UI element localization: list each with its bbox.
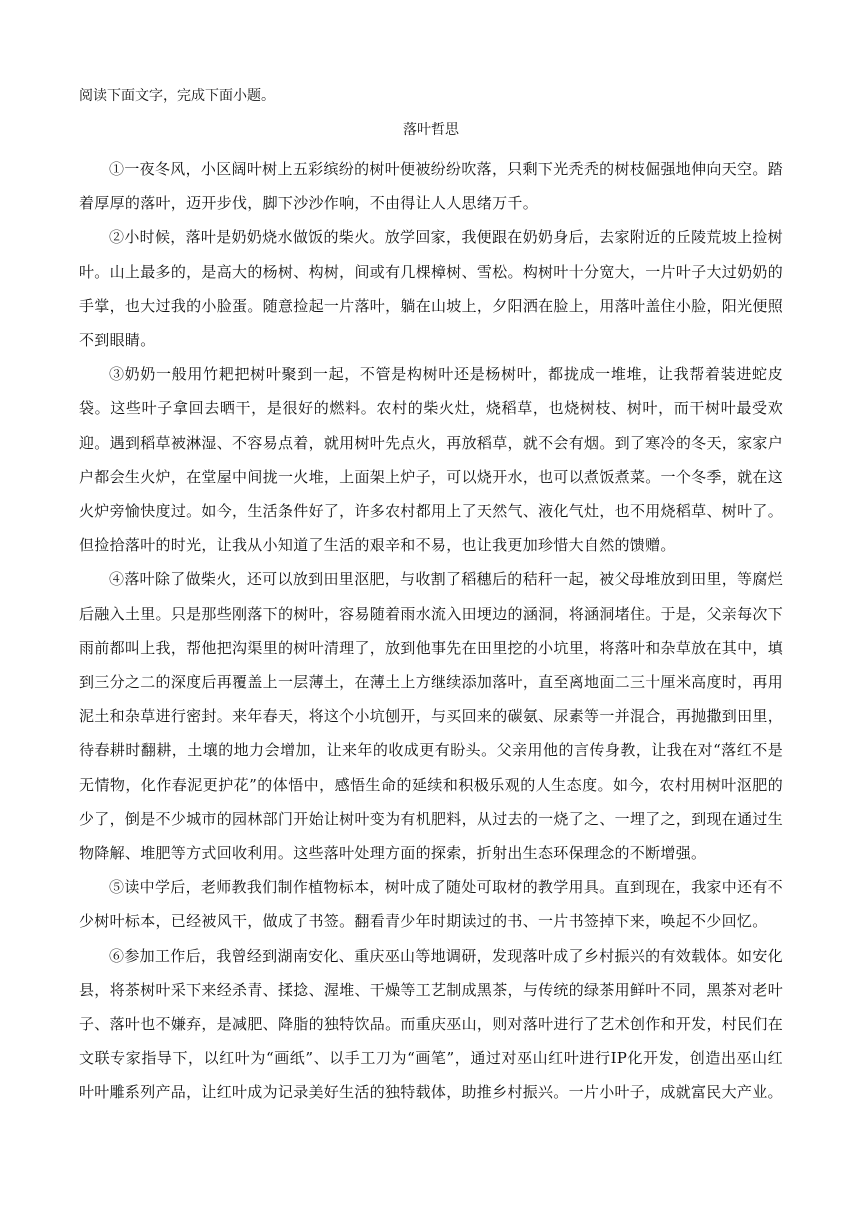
paragraph-4: ④落叶除了做柴火，还可以放到田里沤肥，与收割了稻穗后的秸秆一起，被父母堆放到田里，等腐烂后融入土里。只是那些刚落下的树叶，容易随着雨水流入田埂边的涵洞，将涵洞堵住。于是，父亲每次下雨前都叫上我，帮他把沟渠里的树叶清理了，放到他事先在田里挖的小坑里，将落叶和杂草放在其中，填到三分之二的深度后再覆盖上一层薄土，在薄土上方继续添加落叶，直至离地面二三十厘米高度时，再用泥土和杂草进行密封。来年春天，将这个小坑刨开，与买回来的碳氨、尿素等一并混合，再抛撒到田里，待春耕时翻耕，土壤的地力会增加，让来年的收成更有盼头。父亲用他的言传身教，让我在对“落红不是无情物，化作春泥更护花”的体悟中，感悟生命的延续和积极乐观的人生态度。如今，农村用树叶沤肥的少了，倒是不少城市的园林部门开始让树叶变为有机肥料，从过去的一烧了之、一埋了之，到现在通过生物降解、堆肥等方式回收利用。这些落叶处理方面的探索，折射出生态环保理念的不断增强。 [79,570,783,863]
article-title: 落叶哲思 [403,122,459,138]
paragraph-2: ②小时候，落叶是奶奶烧水做饭的柴火。放学回家，我便跟在奶奶身后，去家附近的丘陵荒坡上捡树叶。山上最多的，是高大的杨树、构树，间或有几棵樟树、雪松。构树叶十分宽大，一片叶子大过奶奶的手掌，也大过我的小脸蛋。随意捡起一片落叶，躺在山坡上，夕阳洒在脸上，用落叶盖住小脸，阳光便照不到眼睛。 [79,228,783,350]
paragraph-1: ①一夜冬风，小区阔叶树上五彩缤纷的树叶便被纷纷吹落，只剩下光秃秃的树枝倔强地伸向天空。踏着厚厚的落叶，迈开步伐，脚下沙沙作响，不由得让人人思绪万千。 [79,160,783,213]
document-page [79,86,783,1110]
paragraph-5: ⑤读中学后，老师教我们制作植物标本，树叶成了随处可取材的教学用具。直到现在，我家中还有不少树叶标本，已经被风干，做成了书签。翻看青少年时期读过的书、一片书签掉下来，唤起不少回忆。 [79,878,783,931]
paragraph-3: ③奶奶一般用竹耙把树叶聚到一起，不管是构树叶还是杨树叶，都拢成一堆堆，让我帮着装进蛇皮袋。这些叶子拿回去晒干，是很好的燃料。农村的柴火灶，烧稻草，也烧树枝、树叶，而干树叶最受欢迎。遇到稻草被淋湿、不容易点着，就用树叶先点火，再放稻草，就不会有烟。到了寒冷的冬天，家家户户都会生火炉，在堂屋中间拢一火堆，上面架上炉子，可以烧开水，也可以煮饭煮菜。一个冬季，就在这火炉旁愉快度过。如今，生活条件好了，许多农村都用上了天然气、液化气灶，也不用烧稻草、树叶了。但捡拾落叶的时光，让我从小知道了生活的艰辛和不易，也让我更加珍惜大自然的馈赠。 [79,365,783,555]
paragraph-6: ⑥参加工作后，我曾经到湖南安化、重庆巫山等地调研，发现落叶成了乡村振兴的有效载体。如安化县，将茶树叶采下来经杀青、揉捻、渥堆、干燥等工艺制成黑茶，与传统的绿茶用鲜叶不同，黑茶对老叶子、落叶也不嫌弃，是减肥、降脂的独特饮品。而重庆巫山，则对落叶进行了艺术创作和开发，村民们在文联专家指导下，以红叶为“画纸”、以手工刀为“画笔”，通过对巫山红叶进行IP化开发，创造出巫山红叶叶雕系列产品，让红叶成为记录美好生活的独特载体，助推乡村振兴。一片小叶子，成就富民大产业。 [79,946,783,1102]
instruction-text: 阅读下面文字，完成下面小题。 [79,88,275,104]
